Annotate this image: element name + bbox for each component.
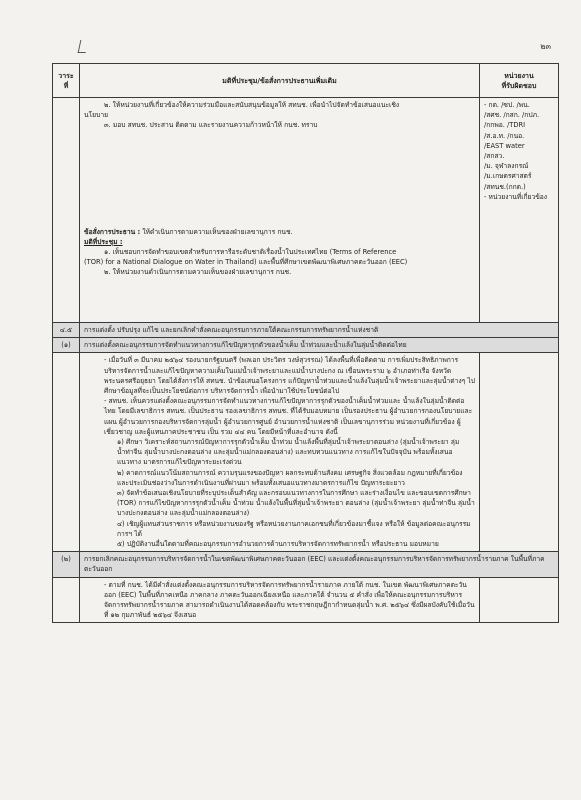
item-1-title: การแต่งตั้งคณะอนุกรรมการจัดทำแนวทางการแก้ไขปัญหารุกตัวของน้ำเค็ม น้ำท่วมและน้ำแล้งในลุ่มน้ำติดต่อไทย <box>80 338 559 353</box>
agency-line: /สทนช.(กกต.) <box>484 182 526 191</box>
section-4-5-number: ๔.๕ <box>53 323 80 338</box>
item-2-agency-cell <box>480 577 559 623</box>
resolution-line-1: ๑. เห็นชอบการจัดทำขอบเขตสำหรับการหารือระดับชาติเรื่องน้ำในประเทศไทย (Terms of Reference <box>104 248 397 257</box>
item-2-number-cell <box>53 577 80 623</box>
prev-agenda-number-cell <box>53 98 80 323</box>
item-1-number: (๑) <box>53 338 80 353</box>
agency-line: /สกสว. <box>484 152 505 161</box>
agency-line: /สศช. /กสก. /กปภ. <box>484 111 540 120</box>
item-1-duty-5: ๕) ปฏิบัติงานอื่นใดตามที่คณะอนุกรรมการอำนวยการด้านการบริหารจัดการทรัพยากรน้ำ หรือประธาน มอบหมาย <box>117 540 439 549</box>
prev-line-1: ๒. ให้หน่วยงานที่เกี่ยวข้องให้ความร่วมมือและสนับสนุนข้อมูลให้ สทนช. เพื่อนำไปจัดทำข้อเสนอแนะเชิง <box>104 101 400 109</box>
item-1-number-cell <box>53 353 80 552</box>
page-number: ๒๓ <box>540 42 551 51</box>
agency-line: - กต. /ซป. /พน. <box>484 101 530 109</box>
resolution-line-2: (TOR) for a National Dialogue on Water in Thailand) และพื้นที่ศึกษาเขตพัฒนาพิเศษภาคตะวันออก (EEC) <box>84 258 408 267</box>
item-1-duty-2: ๒) คาดการณ์แนวโน้มสถานการณ์ ความรุนแรงของปัญหา ผลกระทบด้านสังคม เศรษฐกิจ สิ่งแวดล้อม กฎหมายที่เกี่ยวข้อง และประเมินช่องว่างในการดำเนินงานที่ผ่านมา พร้อมทั้งเสนอแนวทางมาตรการแก้ไข ปัญหาระยะยาว <box>117 468 463 487</box>
chair-order-label: ข้อสั่งการประธาน : <box>84 227 141 236</box>
item-1-duty-4: ๔) เชิญผู้แทนส่วนราชการ หรือหน่วยงานของรัฐ หรือหน่วยงานภาคเอกชนที่เกี่ยวข้องมาชี้แจง หรือให้ ข้อมูลต่อคณะอนุกรรมการฯ ได้ <box>117 519 471 538</box>
agency-line: /ม. จุฬาลงกรณ์ <box>484 162 529 171</box>
resolution-label: มติที่ประชุม : <box>84 237 123 246</box>
section-4-5-title: การแต่งตั้ง ปรับปรุง แก้ไข และยกเลิกคำสั่งคณะอนุกรรมการภายใต้คณะกรรมการทรัพยากรน้ำแห่งชาติ <box>80 323 559 338</box>
section-4-5-row <box>53 323 559 338</box>
table-row-prev-agenda <box>53 98 559 323</box>
item-1-paragraph-1: - เมื่อวันที่ ๓ มีนาคม ๒๕๖๔ รองนายกรัฐมนตรี (พลเอก ประวิตร วงษ์สุวรรณ) ได้ลงพื้นที่เพื่อติดตาม การเพิ่มประสิทธิภาพการบริหารจัดการน้ำและแก้ไขปัญหาความเค็มในแม่น้ำเจ้าพระยาและแม่น้ำบางปะกง ณ เขื่อนพระราม ๖ อำเภอท่าเรือ จังหวัดพระนครศรีอยุธยา โดยได้สั่งการให้ สทนช. นำข้อเสนอโครงการ แก้ปัญหาน้ำท่วมและน้ำแล้งในลุ่มน้ำเจ้าพระยาและลุ่มน้ำต่างๆ ไปศึกษาข้อมูลที่จะเป็นประโยชน์ต่อการ บริหารจัดการน้ำ เพื่อนำมาใช้ประโยชน์ต่อไป <box>104 356 475 396</box>
header-resolution <box>80 64 480 98</box>
meeting-resolution-table <box>52 63 559 623</box>
prev-agency-cell <box>480 98 559 323</box>
item-1-duty-3: ๓) จัดทำข้อเสนอเชิงนโยบายที่ระบุประเด็นสำคัญ และกรอบแนวทางการในการศึกษา และร่างเงื่อนไข และขอบเขตการศึกษา (TOR) การแก้ไขปัญหาการรุกตัวน้ำเค็ม น้ำท่วม น้ำแล้งในพื้นที่ลุ่มน้ำเจ้าพระยา ตอนล่าง (ลุ่มน้ำเจ้าพระยา ลุ่มน้ำท่าจีน ลุ่มน้ำบางปะกงตอนล่าง และลุ่มน้ำแม่กลองตอนล่าง) <box>117 489 475 518</box>
header-agenda-label: วาระ ที่ <box>58 71 74 90</box>
item-2-content-row <box>53 577 559 623</box>
item-1-agency-cell <box>480 353 559 552</box>
handwritten-tick-mark <box>78 40 89 53</box>
prev-agenda-content <box>80 98 480 323</box>
agency-line: /EAST water <box>484 141 525 150</box>
item-2-title-row <box>53 552 559 577</box>
prev-line-3: ๓. มอบ สทนช. ประสาน ติดตาม และรายงานความก้าวหน้าให้ กนช. ทราบ <box>104 121 318 130</box>
item-1-content <box>80 353 480 552</box>
table-header-row <box>53 64 559 98</box>
item-1-title-row <box>53 338 559 353</box>
agency-line: /ส.อ.ท. /กนอ. <box>484 131 525 140</box>
item-1-duty-1: ๑) ศึกษา วิเคราะห์สถานการณ์ปัญหาการรุกตัวน้ำเค็ม น้ำท่วม น้ำแล้งพื้นที่ลุ่มน้ำเจ้าพระยาตอนล่าง (ลุ่มน้ำเจ้าพระยา ลุ่มน้ำท่าจีน ลุ่มน้ำบางปะกงตอนล่าง และลุ่มน้ำแม่กลองตอนล่าง) และทบทวนแนวทาง การแก้ไขในปัจจุบัน พร้อมทั้งเสนอแนวทาง มาตรการแก้ไขปัญหาระยะเร่งด่วน <box>117 438 460 467</box>
resolution-line-3: ๒. ให้หน่วยงานดำเนินการตามความเห็นของฝ่ายเลขานุการ กนช. <box>104 268 292 277</box>
item-2-paragraph: - ตามที่ กนช. ได้มีคำสั่งแต่งตั้งคณะอนุกรรมการบริหารจัดการทรัพยากรน้ำรายภาค ภายใต้ กนช. ในเขต พัฒนาพิเศษภาคตะวันออก (EEC) ในพื้นที่ภาคเหนือ ภาคกลาง ภาคตะวันออกเฉียงเหนือ และภาคใต้ จำนวน ๕ คำสั่ง เพื่อให้คณะอนุกรรมการบริหารจัดการทรัพยากรน้ำรายภาค สามารถดำเนินงานได้สอดคล้องกับ พระราชกฤษฎีกากำหนดลุ่มน้ำ พ.ศ. ๒๕๖๔ ซึ่งมีผลบังคับใช้เมื่อวันที่ ๑๒ กุมภาพันธ์ ๒๕๖๔ จึงเสนอ <box>104 580 475 620</box>
header-agenda <box>53 64 80 98</box>
header-agency <box>480 64 559 98</box>
item-2-number: (๒) <box>53 552 80 577</box>
item-2-content <box>80 577 480 623</box>
chair-order-text: ให้ดำเนินการตามความเห็นของฝ่ายเลขานุการ กนช. <box>142 227 293 236</box>
header-agency-label: หน่วยงาน ที่รับผิดชอบ <box>501 71 537 90</box>
item-2-title: การยกเลิกคณะอนุกรรมการบริหารจัดการน้ำในเขตพัฒนาพิเศษภาคตะวันออก (EEC) และแต่งตั้งคณะอนุกรรมการบริหารจัดการทรัพยากรน้ำรายภาค ในพื้นที่ภาคตะวันออก <box>80 552 559 577</box>
agency-line: /ม.เกษตรศาสตร์ <box>484 172 532 181</box>
prev-line-2: นโยบาย <box>84 111 109 120</box>
header-resolution-label: มติที่ประชุม/ข้อสั่งการประธานเพิ่มเติม <box>222 76 337 85</box>
agency-line: - หน่วยงานที่เกี่ยวข้อง <box>484 192 548 201</box>
item-1-paragraph-2: - สทนช. เห็นควรแต่งตั้งคณะอนุกรรมการจัดทำแนวทางการแก้ไขปัญหาการรุกตัวของน้ำเค็มน้ำท่วมและ น้ำแล้งในลุ่มน้ำติดต่อไทย โดยมีเลขาธิการ สทนช. เป็นประธาน รองเลขาธิการ สทนช. ที่ได้รับมอบหมาย เป็นรองประธาน ผู้อำนวยการกองนโยบายและแผน ผู้อำนวยการกองบริหารจัดการลุ่มน้ำ ผู้อำนวยการศูนย์ อำนวยการน้ำแห่งชาติ เป็นเลขานุการร่วม หน่วยงานที่เกี่ยวข้อง ผู้เชี่ยวชาญ และผู้แทนภาคประชาชน เป็น รวม ๔๔ คน โดยมีหน้าที่และอำนาจ ดังนี้ <box>104 397 473 436</box>
agency-line: /กกพอ. /TDRI <box>484 121 526 130</box>
item-1-content-row <box>53 353 559 552</box>
